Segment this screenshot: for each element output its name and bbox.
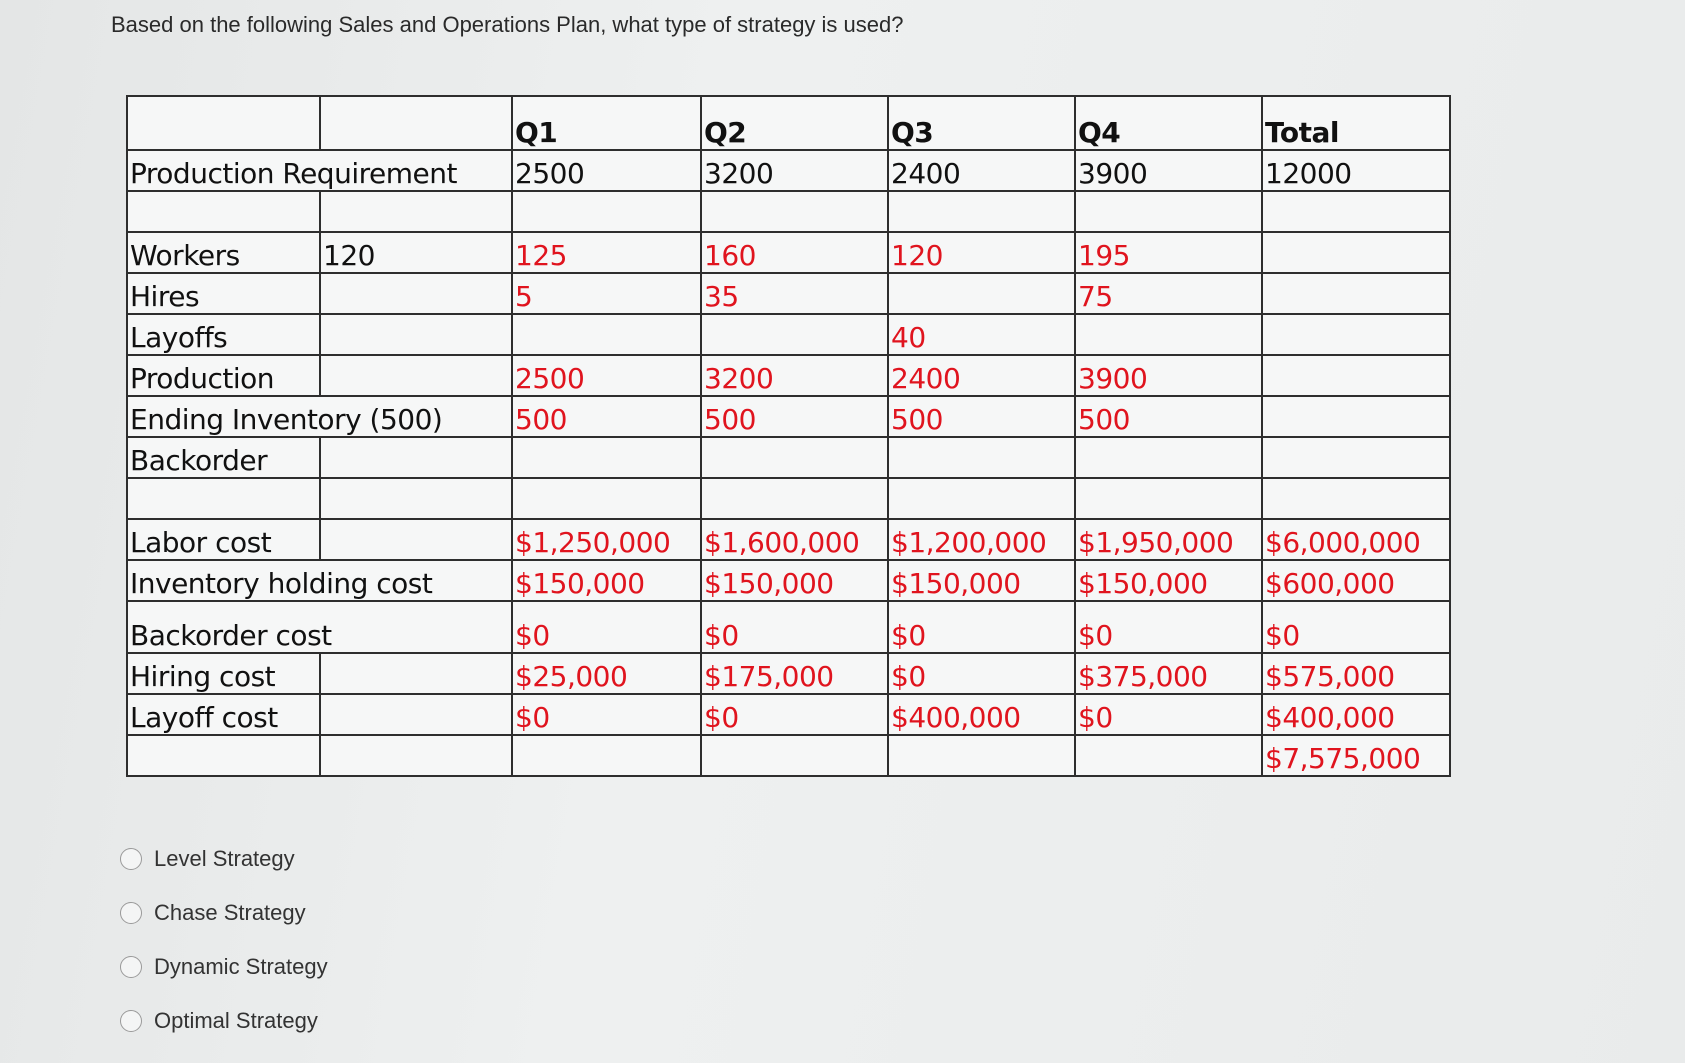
cell bbox=[1075, 314, 1262, 355]
cell: 2500 bbox=[512, 150, 701, 191]
cell: $400,000 bbox=[888, 694, 1075, 735]
cell: $25,000 bbox=[512, 653, 701, 694]
cell: 3900 bbox=[1075, 355, 1262, 396]
cell: 35 bbox=[701, 273, 888, 314]
row-label: Layoff cost bbox=[127, 694, 320, 735]
cell: 40 bbox=[888, 314, 1075, 355]
row-label: Inventory holding cost bbox=[127, 560, 512, 601]
cell bbox=[1262, 437, 1450, 478]
cell: 75 bbox=[1075, 273, 1262, 314]
cell: 125 bbox=[512, 232, 701, 273]
cell bbox=[1075, 437, 1262, 478]
radio-button[interactable] bbox=[120, 1010, 142, 1032]
header-cell bbox=[320, 96, 512, 150]
cell: $375,000 bbox=[1075, 653, 1262, 694]
cell bbox=[888, 273, 1075, 314]
layoff-cost-row bbox=[127, 694, 1450, 735]
production-requirement-row bbox=[127, 150, 1450, 191]
initial-workers: 120 bbox=[320, 232, 512, 273]
cell: $150,000 bbox=[888, 560, 1075, 601]
cell: $0 bbox=[1075, 694, 1262, 735]
cell: 5 bbox=[512, 273, 701, 314]
production-row bbox=[127, 355, 1450, 396]
header-row bbox=[127, 96, 1450, 150]
sales-operations-plan-table bbox=[126, 95, 1451, 777]
cell bbox=[701, 437, 888, 478]
cell: $1,250,000 bbox=[512, 519, 701, 560]
cell: 195 bbox=[1075, 232, 1262, 273]
option-chase-strategy[interactable] bbox=[120, 886, 328, 940]
row-label: Layoffs bbox=[127, 314, 320, 355]
cell: 160 bbox=[701, 232, 888, 273]
empty-row bbox=[127, 478, 1450, 519]
cell: $150,000 bbox=[1075, 560, 1262, 601]
cell: $6,000,000 bbox=[1262, 519, 1450, 560]
cell: 500 bbox=[701, 396, 888, 437]
option-dynamic-strategy[interactable] bbox=[120, 940, 328, 994]
radio-button[interactable] bbox=[120, 956, 142, 978]
grand-total-row bbox=[127, 735, 1450, 776]
cell bbox=[1262, 396, 1450, 437]
row-label: Production bbox=[127, 355, 320, 396]
cell: $0 bbox=[701, 694, 888, 735]
cell bbox=[888, 437, 1075, 478]
header-cell bbox=[127, 96, 320, 150]
cell: $0 bbox=[512, 601, 701, 653]
hires-row bbox=[127, 273, 1450, 314]
layoffs-row bbox=[127, 314, 1450, 355]
cell: 2500 bbox=[512, 355, 701, 396]
option-level-strategy[interactable] bbox=[120, 832, 328, 886]
cell: $0 bbox=[888, 653, 1075, 694]
answer-options bbox=[120, 832, 328, 1048]
row-label: Hires bbox=[127, 273, 320, 314]
cell bbox=[512, 314, 701, 355]
cell: $150,000 bbox=[701, 560, 888, 601]
question-text: Based on the following Sales and Operations Plan, what type of strategy is used? bbox=[111, 12, 904, 37]
empty-row bbox=[127, 191, 1450, 232]
header-q4: Q4 bbox=[1075, 96, 1262, 150]
row-label: Labor cost bbox=[127, 519, 320, 560]
cell: $1,200,000 bbox=[888, 519, 1075, 560]
header-q3: Q3 bbox=[888, 96, 1075, 150]
header-total: Total bbox=[1262, 96, 1450, 150]
cell: $0 bbox=[701, 601, 888, 653]
hiring-cost-row bbox=[127, 653, 1450, 694]
cell: $1,600,000 bbox=[701, 519, 888, 560]
cell: 500 bbox=[512, 396, 701, 437]
cell: $400,000 bbox=[1262, 694, 1450, 735]
ending-inventory-row bbox=[127, 396, 1450, 437]
cell: 2400 bbox=[888, 150, 1075, 191]
cell: $0 bbox=[1075, 601, 1262, 653]
cell: 2400 bbox=[888, 355, 1075, 396]
cell bbox=[1262, 355, 1450, 396]
cell: $150,000 bbox=[512, 560, 701, 601]
cell: $175,000 bbox=[701, 653, 888, 694]
radio-button[interactable] bbox=[120, 902, 142, 924]
row-label: Production Requirement bbox=[127, 150, 512, 191]
option-label: Dynamic Strategy bbox=[154, 954, 328, 979]
radio-button[interactable] bbox=[120, 848, 142, 870]
cell: 120 bbox=[888, 232, 1075, 273]
cell bbox=[701, 314, 888, 355]
inventory-holding-cost-row bbox=[127, 560, 1450, 601]
row-label: Workers bbox=[127, 232, 320, 273]
backorder-cost-row bbox=[127, 601, 1450, 653]
cell bbox=[1262, 314, 1450, 355]
cell: 12000 bbox=[1262, 150, 1450, 191]
cell bbox=[1262, 273, 1450, 314]
cell: $1,950,000 bbox=[1075, 519, 1262, 560]
workers-row bbox=[127, 232, 1450, 273]
grand-total: $7,575,000 bbox=[1262, 735, 1450, 776]
cell: 3200 bbox=[701, 355, 888, 396]
option-label: Level Strategy bbox=[154, 846, 295, 871]
cell: $600,000 bbox=[1262, 560, 1450, 601]
cell: 500 bbox=[1075, 396, 1262, 437]
backorder-row bbox=[127, 437, 1450, 478]
cell: 3900 bbox=[1075, 150, 1262, 191]
cell: $0 bbox=[512, 694, 701, 735]
cell: 3200 bbox=[701, 150, 888, 191]
row-label: Backorder cost bbox=[127, 601, 512, 653]
option-label: Optimal Strategy bbox=[154, 1008, 318, 1033]
header-q2: Q2 bbox=[701, 96, 888, 150]
row-label: Hiring cost bbox=[127, 653, 320, 694]
cell: $0 bbox=[1262, 601, 1450, 653]
row-label: Backorder bbox=[127, 437, 320, 478]
header-q1: Q1 bbox=[512, 96, 701, 150]
cell: $575,000 bbox=[1262, 653, 1450, 694]
row-label: Ending Inventory (500) bbox=[127, 396, 512, 437]
labor-cost-row bbox=[127, 519, 1450, 560]
cell bbox=[1262, 232, 1450, 273]
cell: 500 bbox=[888, 396, 1075, 437]
option-optimal-strategy[interactable] bbox=[120, 994, 328, 1048]
cell: $0 bbox=[888, 601, 1075, 653]
cell bbox=[512, 437, 701, 478]
option-label: Chase Strategy bbox=[154, 900, 306, 925]
